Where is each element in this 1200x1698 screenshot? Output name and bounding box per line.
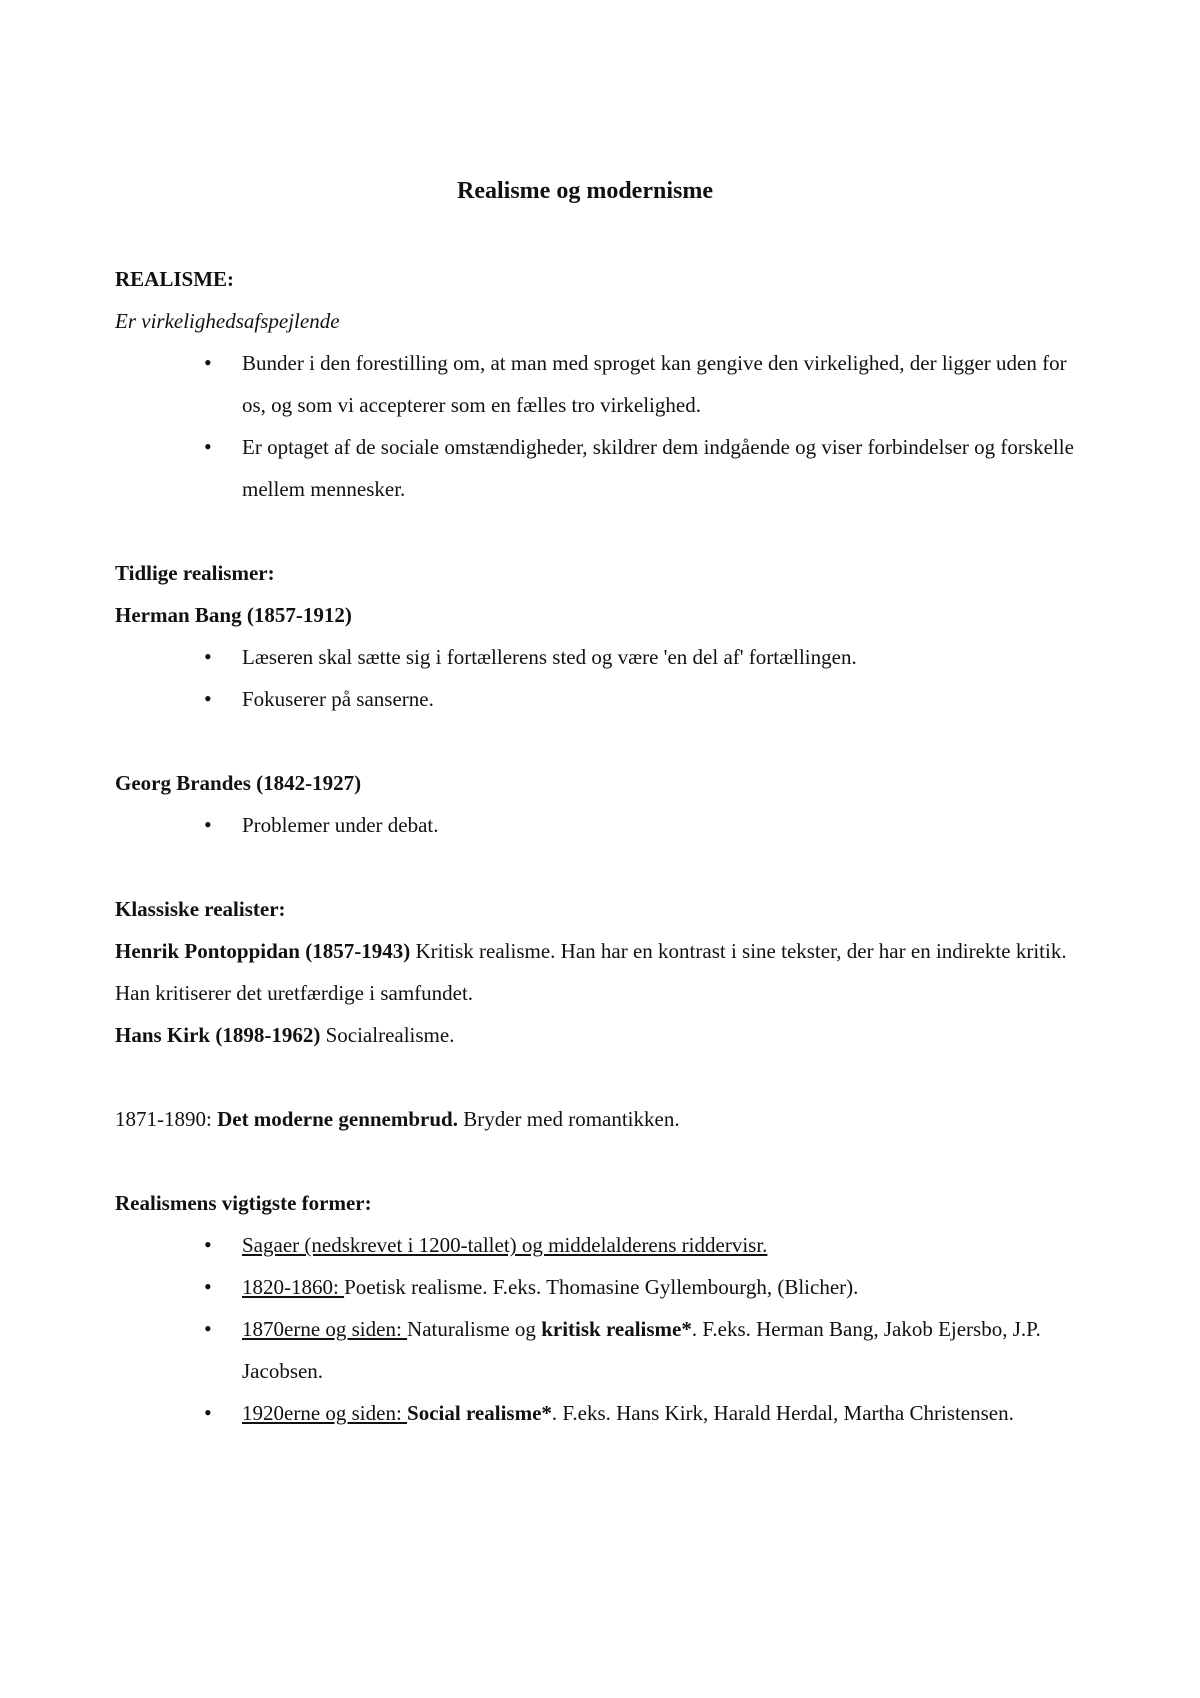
klassiske-heading: Klassiske realister: [115, 897, 286, 921]
gennembrud-paragraph [115, 1098, 1095, 1140]
bang-name: Herman Bang (1857-1912) [115, 603, 352, 627]
period-label: 1870erne og siden: [242, 1317, 408, 1341]
page-title: Realisme og modernisme [457, 178, 713, 204]
bullet-icon: • [204, 1400, 212, 1425]
spacer [115, 1140, 1095, 1182]
bullet-icon: • [204, 686, 212, 711]
gennembrud-name: Det moderne gennembrud. [217, 1107, 458, 1131]
pontoppidan-paragraph [115, 930, 1095, 1014]
brandes-bullet-list [115, 804, 1095, 846]
bullet-icon: • [204, 1274, 212, 1299]
realisme-bullet-list [115, 342, 1095, 510]
former-heading: Realismens vigtigste former: [115, 1191, 372, 1215]
list-item-emphasis: Social realisme* [407, 1401, 552, 1425]
list-item-text: Problemer under debat. [242, 813, 439, 837]
list-item-text: Fokuserer på sanserne. [242, 687, 434, 711]
list-item [115, 678, 1095, 720]
list-item-text: . F.eks. Herman Bang, Jakob Ejersbo, J.P. Jacobsen. [242, 1317, 1041, 1383]
bullet-icon: • [204, 350, 212, 375]
former-bullet-list [115, 1224, 1095, 1434]
period-label: 1820-1860: [242, 1275, 345, 1299]
spacer [115, 1056, 1095, 1098]
brandes-name: Georg Brandes (1842-1927) [115, 771, 362, 795]
list-item-text: Er optaget af de sociale omstændigheder, skildrer dem indgående og viser forbindelser og forskelle mellem mennesker. [242, 435, 1074, 501]
spacer [115, 510, 1095, 552]
kirk-name: Hans Kirk (1898-1962) [115, 1023, 321, 1047]
list-item [115, 1266, 1095, 1308]
bullet-icon: • [204, 1232, 212, 1257]
spacer [115, 846, 1095, 888]
list-item-text: Bunder i den forestilling om, at man med sproget kan gengive den virkelighed, der ligger uden for os, og som vi accepterer som en fælles tro virkelighed. [242, 351, 1067, 417]
list-item-text: Naturalisme og [407, 1317, 542, 1341]
list-item [115, 1224, 1095, 1266]
list-item-text: Sagaer (nedskrevet i 1200-tallet) og middelalderens riddervisr. [242, 1233, 768, 1257]
list-item [115, 426, 1095, 510]
period-label: 1920erne og siden: [242, 1401, 408, 1425]
bullet-icon: • [204, 812, 212, 837]
list-item-text: Læseren skal sætte sig i fortællerens sted og være 'en del af' fortællingen. [242, 645, 857, 669]
list-item [115, 1392, 1095, 1434]
list-item [115, 342, 1095, 426]
kirk-paragraph [115, 1014, 1095, 1056]
list-item-text: Poetisk realisme. F.eks. Thomasine Gyllembourgh, (Blicher). [344, 1275, 859, 1299]
bullet-icon: • [204, 1316, 212, 1341]
list-item-emphasis: kritisk realisme* [541, 1317, 692, 1341]
spacer [115, 212, 1095, 258]
bullet-icon: • [204, 644, 212, 669]
kirk-text: Socialrealisme. [320, 1023, 455, 1047]
list-item [115, 804, 1095, 846]
document-body [115, 170, 1095, 1434]
pontoppidan-text: Kritisk realisme. Han har en kontrast i sine tekster, der har en indirekte kritik. Han kritiserer det uretfærdige i samfundet. [115, 939, 1067, 1005]
spacer [115, 720, 1095, 762]
list-item [115, 1308, 1095, 1392]
list-item-text: . F.eks. Hans Kirk, Harald Herdal, Martha Christensen. [551, 1401, 1014, 1425]
gennembrud-years: 1871-1890: [115, 1107, 218, 1131]
realisme-heading: REALISME: [115, 267, 235, 291]
realisme-subtitle: Er virkelighedsafspejlende [115, 309, 340, 333]
tidlige-heading: Tidlige realismer: [115, 561, 275, 585]
bang-bullet-list [115, 636, 1095, 720]
gennembrud-text: Bryder med romantikken. [457, 1107, 680, 1131]
pontoppidan-name: Henrik Pontoppidan (1857-1943) [115, 939, 411, 963]
list-item [115, 636, 1095, 678]
bullet-icon: • [204, 434, 212, 459]
